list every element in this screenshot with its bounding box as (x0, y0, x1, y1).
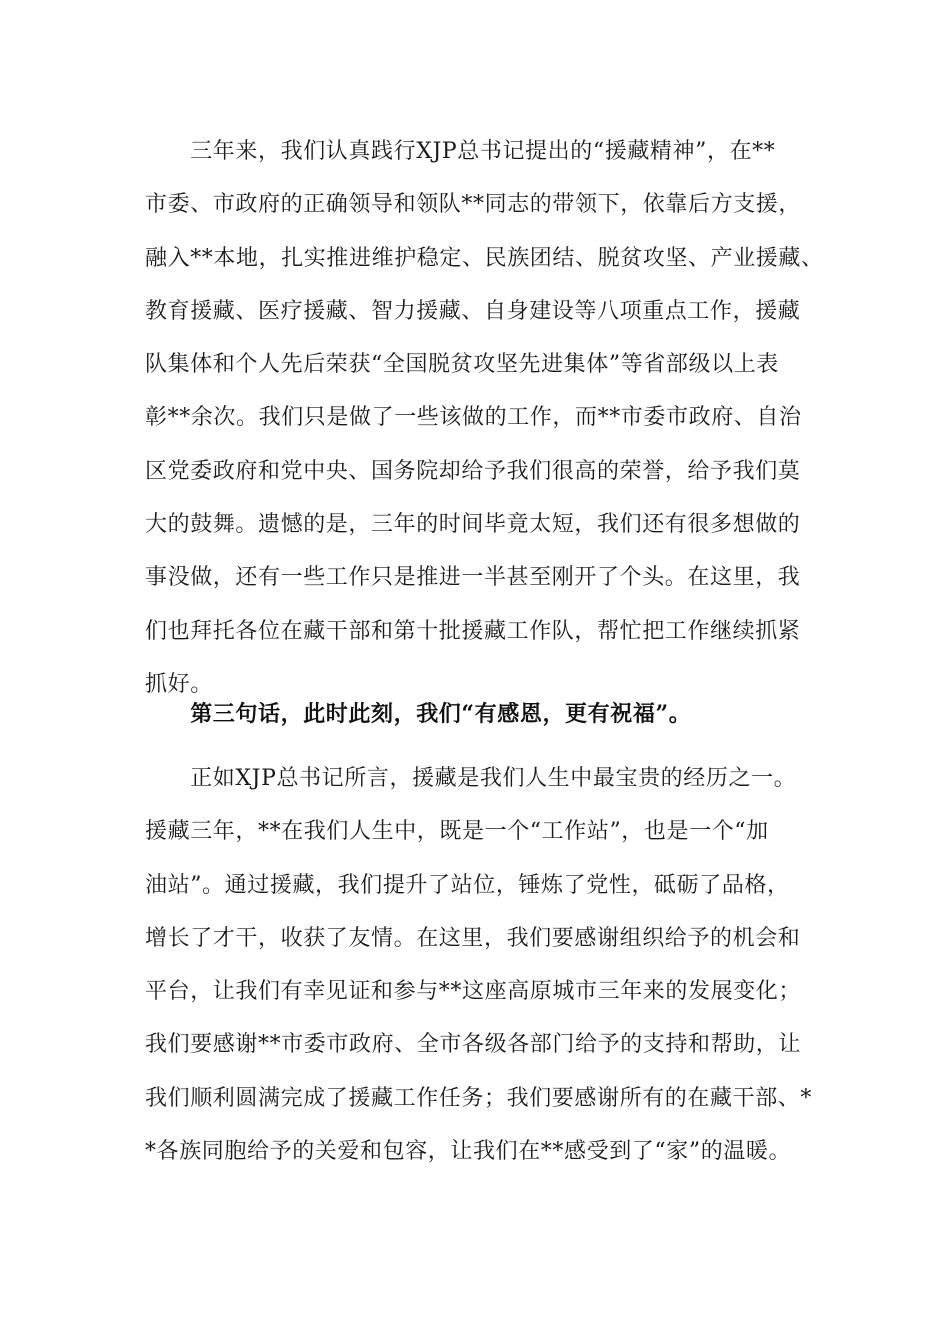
text-line: 市委、市政府的正确领导和领队**同志的带领下，依靠后方支援， (145, 192, 802, 218)
text-line: 彰**余次。我们只是做了一些该做的工作，而**市委市政府、自治 (145, 405, 802, 431)
paragraph-gratitude-achievements (145, 125, 824, 711)
text-line: 抓好。 (145, 671, 213, 697)
text-line: 队集体和个人先后荣获“全国脱贫攻坚先进集体”等省部级以上表 (145, 352, 779, 378)
text-line: 正如XJP总书记所言，援藏是我们人生中最宝贵的经历之一。 (145, 766, 797, 791)
text-line: 增长了才干，收获了友情。在这里，我们要感谢组织给予的机会和 (145, 925, 801, 951)
text-line: *各族同胞给予的关爱和包容，让我们在**感受到了“家”的温暖。 (145, 1139, 792, 1165)
paragraph-thanks-blessings (145, 752, 815, 1178)
text-line: 教育援藏、医疗援藏、智力援藏、自身建设等八项重点工作，援藏 (145, 298, 801, 324)
text-line: 融入**本地，扎实推进维护稳定、民族团结、脱贫攻坚、产业援藏、 (145, 245, 824, 271)
heading-text: 第三句话，此时此刻，我们“有感恩，更有祝福”。 (145, 701, 692, 727)
text-line: 事没做，还有一些工作只是推进一半甚至刚开了个头。在这里，我 (145, 565, 801, 591)
text-line: 大的鼓舞。遗憾的是，三年的时间毕竟太短，我们还有很多想做的 (145, 512, 801, 538)
text-line: 区党委政府和党中央、国务院却给予我们很高的荣誉，给予我们莫 (145, 458, 801, 484)
text-line: 我们顺利圆满完成了援藏工作任务；我们要感谢所有的在藏干部、* (145, 1085, 813, 1111)
text-line: 我们要感谢**市委市政府、全市各级各部门给予的支持和帮助，让 (145, 1032, 802, 1058)
text-line: 油站”。通过援藏，我们提升了站位，锤炼了党性，砥砺了品格， (145, 872, 790, 898)
section-heading (145, 688, 815, 741)
text-line: 三年来，我们认真践行XJP总书记提出的“援藏精神”，在** (145, 139, 776, 164)
text-line: 援藏三年，**在我们人生中，既是一个“工作站”，也是一个“加 (145, 819, 769, 845)
text-line: 们也拜托各位在藏干部和第十批援藏工作队，帮忙把工作继续抓紧 (145, 618, 801, 644)
text-line: 平台，让我们有幸见证和参与**这座高原城市三年来的发展变化； (145, 979, 802, 1005)
